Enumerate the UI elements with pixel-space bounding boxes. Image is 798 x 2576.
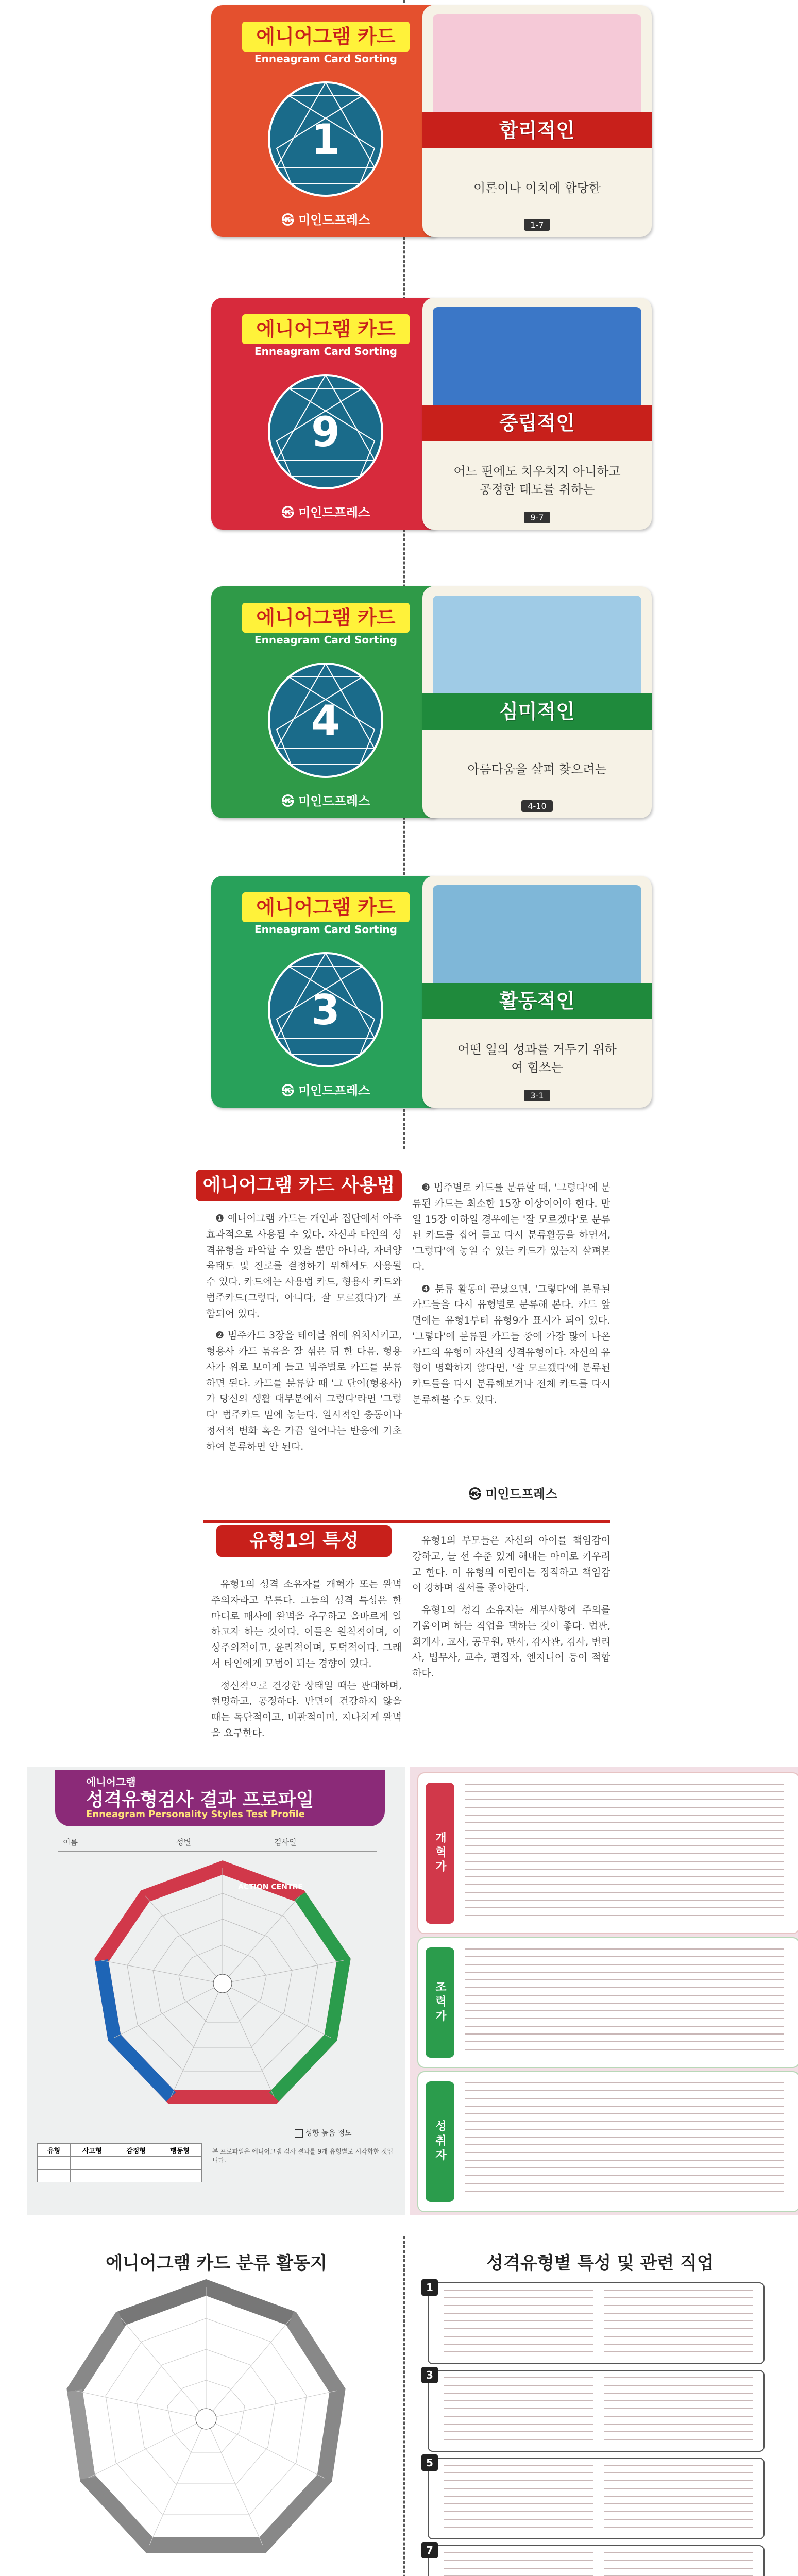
card-word: 심미적인 <box>499 700 575 723</box>
profile-sheet <box>27 1767 405 2215</box>
usage-left-text <box>206 1211 402 1461</box>
job-type-number: 5 <box>421 2454 438 2471</box>
usage-publisher: ㉿ 미인드프레스 <box>469 1487 557 1501</box>
card-back-subtitle: Enneagram Card Sorting <box>254 345 397 358</box>
card-number: 4 <box>311 697 340 744</box>
usage-paragraph-4: ❹ 분류 활동이 끝났으면, '그렇다'에 분류된 카드들을 다시 유형별로 분류해 본다. 카드 앞면에는 유형1부터 유형9가 표시가 되어 있다. '그렇다'에 분류된 카드들 중에 가장 많이 나온 카드의 유형이 자신의 성격유형이다. 자신의 유형이 명확하지 않다면, '잘 모르겠다'에 분류된 카드들을 다시 분류해보거나 전체 카드를 다시 분류해볼 수도 있다. <box>412 1283 610 1405</box>
card-face <box>422 876 652 1108</box>
type1-title: 유형1의 특성 <box>216 1525 392 1557</box>
card-back-subtitle: Enneagram Card Sorting <box>254 53 397 65</box>
card-illustration <box>433 596 641 704</box>
profile-date-label: 검사일 <box>274 1838 297 1847</box>
cut-line-bottom <box>403 2236 405 2576</box>
card-back-publisher: ㉿ 미인드프레스 <box>281 505 370 520</box>
section-divider <box>203 1520 610 1523</box>
job-type-number: 1 <box>421 2279 438 2296</box>
card-illustration <box>433 885 641 993</box>
job-text-lines-right <box>604 2290 753 2359</box>
job-type-block <box>428 2545 765 2576</box>
card-face <box>422 5 652 237</box>
th-thinking: 사고형 <box>70 2144 114 2157</box>
type-card-reformer <box>417 1772 798 1934</box>
job-text-lines-left <box>444 2465 593 2534</box>
type1-paragraph-2: 정신적으로 건강한 상태일 때는 관대하며, 현명하고, 공정하다. 반면에 건강하지 않을 때는 독단적이고, 비판적이며, 지나치게 완벽을 요구한다. <box>211 1680 402 1739</box>
usage-paragraph-1: ❶ 에니어그램 카드는 개인과 집단에서 아주 효과적으로 사용될 수 있다. 자신과 타인의 성격유형을 파악할 수 있을 뿐만 아니라, 자녀양육태도 및 진로를 결정하기 위해서도 사용될 수 있다. 카드에는 사용법 카드, 형용사 카드와 범주카드(그렇다, 아니다, 잘 모르겠다)가 포함되어 있다. <box>206 1213 402 1319</box>
profile-subtitle: Enneagram Personality Styles Test Profile <box>86 1809 305 1820</box>
job-type-number: 7 <box>421 2542 438 2558</box>
profile-gender-label: 성별 <box>176 1838 191 1847</box>
profile-small-label: 에니어그램 <box>86 1776 136 1788</box>
profile-center-icon <box>213 1974 232 1993</box>
profile-name-label: 이름 <box>63 1838 78 1847</box>
job-text-lines-left <box>444 2290 593 2359</box>
enneagram-icon <box>258 71 394 208</box>
card-word: 활동적인 <box>499 990 575 1012</box>
type1-paragraph-4: 유형1의 성격 소유자는 세부사항에 주의를 기울이며 하는 직업을 택하는 것이 좋다. 법관, 회계사, 교사, 공무원, 판사, 감사관, 검사, 변리사, 법무사, 교수, 편집자, 엔지니어 등이 적합하다. <box>412 1604 610 1680</box>
segment-action-label: ACTION CENTRE <box>238 1883 303 1891</box>
profile-nonagon-chart <box>83 1857 362 2115</box>
card-back-title: 에니어그램 카드 <box>242 603 410 633</box>
legend-label: 성향 높음 정도 <box>305 2129 352 2138</box>
job-type-block <box>428 2282 765 2364</box>
enneagram-icon <box>258 942 394 1078</box>
reformer-text-lines <box>465 1784 784 1923</box>
card-face <box>422 586 652 818</box>
card-back-title: 에니어그램 카드 <box>242 22 410 52</box>
card-back-title: 에니어그램 카드 <box>242 892 410 922</box>
type-label-reformer: 개혁가 <box>426 1783 454 1924</box>
card-description: 아름다움을 살펴 찾으려는 <box>467 761 607 776</box>
card-face <box>422 298 652 530</box>
job-type-block <box>428 2370 765 2452</box>
profile-title: 성격유형검사 결과 프로파일 <box>86 1789 314 1810</box>
card-back-title: 에니어그램 카드 <box>242 314 410 344</box>
card-back <box>211 5 440 237</box>
card-back <box>211 586 440 818</box>
profile-footnote: 본 프로파일은 에니어그램 검사 결과를 9개 유형별로 시각화한 것입니다. <box>212 2148 394 2164</box>
job-type-number: 3 <box>421 2367 438 2383</box>
card-code: 3-1 <box>422 1090 652 1101</box>
card-description: 어떤 일의 성과를 거두기 위하여 힘쓰는 <box>457 1042 617 1075</box>
card-number: 1 <box>311 115 340 163</box>
type1-paragraph-1: 유형1의 성격 소유자를 개혁가 또는 완벽주의자라고 부른다. 그들의 성격 특성은 한 마디로 매사에 완벽을 추구하고 올바르게 일하고자 하는 것이다. 이들은 원칙적이며, 이상주의적이고, 윤리적이며, 도덕적이다. 그래서 타인에게 모범이 되는 경향이 있다. <box>211 1579 402 1669</box>
card-back-subtitle: Enneagram Card Sorting <box>254 634 397 646</box>
card-word: 중립적인 <box>499 412 575 434</box>
enneagram-icon <box>258 364 394 500</box>
job-text-lines-left <box>444 2377 593 2447</box>
job-text-lines-right <box>604 2465 753 2534</box>
type-label-helper: 조력가 <box>426 1947 454 2058</box>
jobs-title: 성격유형별 특성 및 관련 직업 <box>486 2253 714 2274</box>
type-card-helper <box>417 1937 798 2068</box>
profile-legend <box>295 2128 352 2138</box>
type1-paragraph-3: 유형1의 부모들은 자신의 아이를 책임감이 강하고, 늘 선 수준 있게 해내는 아이로 키우려고 한다. 이 유형의 어린이는 정직하고 책임감이 강하며 질서를 좋아한다. <box>412 1535 610 1594</box>
th-type: 유형 <box>38 2144 71 2157</box>
enneagram-icon <box>258 652 394 789</box>
card-illustration <box>433 14 641 123</box>
profile-header <box>55 1770 385 1826</box>
type-card-achiever <box>417 2071 798 2212</box>
card-illustration <box>433 307 641 415</box>
card-back-publisher: ㉿ 미인드프레스 <box>281 213 370 227</box>
card-code: 1-7 <box>422 219 652 231</box>
card-code: 9-7 <box>422 512 652 523</box>
job-text-lines-left <box>444 2552 593 2576</box>
card-number: 9 <box>311 408 340 456</box>
type1-right-text <box>412 1533 610 1688</box>
card-description: 어느 편에도 치우치지 아니하고 공정한 태도를 취하는 <box>453 464 621 497</box>
usage-paragraph-2: ❷ 범주카드 3장을 테이블 위에 위치시키고, 형용사 카드 묶음을 잘 섞은 뒤 한 다음, 형용사가 위로 보이게 들고 범주별로 카드를 분류하면 된다. 카드를 분류할 때 '그 단어(형용사)가 당신의 생활 대부분에서 그렇다'라면 '그렇다' 범주카드 밑에 놓는다. 일시적인 충동이나 정서적 변화 혹은 가끔 일어나는 반응에 기초하여 분류하면 안 된다. <box>206 1330 402 1452</box>
job-text-lines-right <box>604 2552 753 2576</box>
type1-left-text <box>211 1577 402 1748</box>
legend-box-icon <box>295 2129 303 2138</box>
profile-ring-thinking <box>101 1960 171 2097</box>
card-back-publisher: ㉿ 미인드프레스 <box>281 1083 370 1098</box>
card-description: 이론이나 이치에 합당한 <box>473 180 601 195</box>
profile-ring-feeling <box>274 1896 344 2097</box>
card-back-subtitle: Enneagram Card Sorting <box>254 923 397 936</box>
card-code: 4-10 <box>422 800 652 812</box>
activity-nonagon-chart <box>57 2277 355 2566</box>
job-text-lines-right <box>604 2377 753 2447</box>
card-number: 3 <box>311 986 340 1034</box>
helper-text-lines <box>465 1948 784 2057</box>
achiever-text-lines <box>465 2082 784 2198</box>
types-panel <box>410 1767 798 2215</box>
type-label-achiever: 성취자 <box>426 2081 454 2202</box>
card-back-publisher: ㉿ 미인드프레스 <box>281 794 370 808</box>
profile-table <box>37 2143 202 2182</box>
activity-center-icon <box>196 2409 216 2429</box>
usage-title: 에니어그램 카드 사용법 <box>196 1170 402 1201</box>
card-back <box>211 876 440 1108</box>
activity-title: 에니어그램 카드 분류 활동지 <box>106 2253 327 2274</box>
job-type-block <box>428 2458 765 2539</box>
usage-right-text <box>412 1180 610 1414</box>
profile-info-row <box>58 1837 377 1852</box>
card-back <box>211 298 440 530</box>
th-feeling: 감정형 <box>114 2144 158 2157</box>
usage-paragraph-3: ❸ 범주별로 카드를 분류할 때, '그렇다'에 분류된 카드는 최소한 15장 이상이어야 한다. 만일 15장 이하일 경우에는 '잘 모르겠다'로 분류된 카드를 집어 들고 다시 분류활동을 하면서, '그렇다'에 놓일 수 있는 카드가 있는지 살펴본다. <box>412 1182 610 1273</box>
th-action: 행동형 <box>158 2144 201 2157</box>
card-word: 합리적인 <box>499 119 575 142</box>
